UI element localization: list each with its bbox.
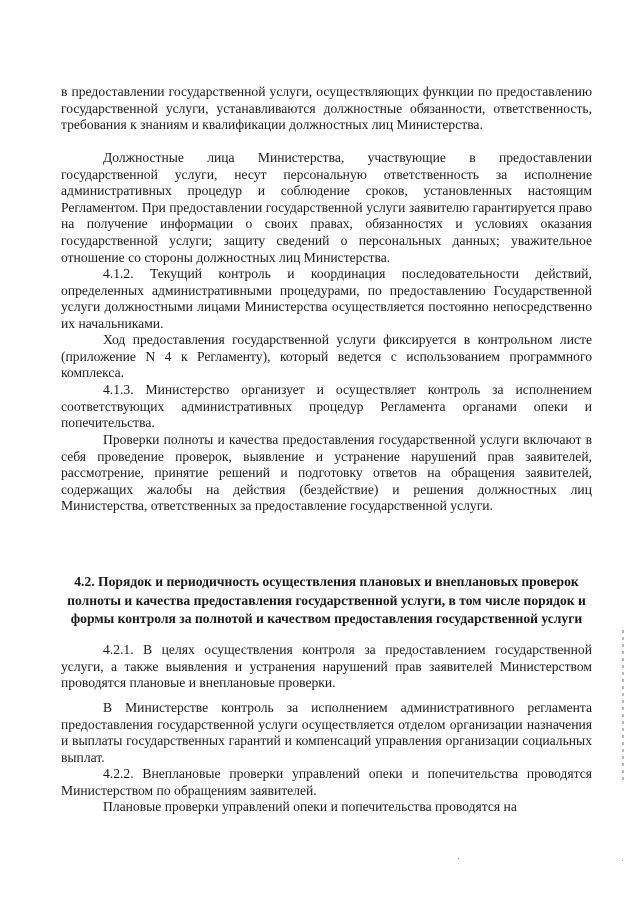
paragraph-inspections-scope: Проверки полноты и качества предоставления государственной услуги включают в себя проведение проверок, выявление и устранение нарушений прав заявителей, рассмотрение, принятие решений и подготовку ответов на обращения заявителей, содержащих жалобы на действия (бездействие) и решения должностных лиц Министерства, ответственных за предоставление государственной услуги.: [61, 432, 592, 514]
paragraph-4-2-2: 4.2.2. Внеплановые проверки управлений опеки и попечительства проводятся Министерством по обращениям заявителей.: [61, 766, 592, 798]
paragraph-officials-responsibility: Должностные лица Министерства, участвующие в предоставлении государственной услуги, несут персональную ответственность за исполнение административных процедур и соблюдение сроков, установленных настоящим Регламентом. При предоставлении государственной услуги заявителю гарантируется право на получение информации о своих правах, обязанностях и условиях оказания государственной услуги; защиту сведений о персональных данных; уважительное отношение со стороны должностных лиц Министерства.: [61, 150, 592, 265]
paragraph-4-1-2: 4.1.2. Текущий контроль и координация последовательности действий, определенных административными процедурами, по предоставлению Государственной услуги должностными лицами Министерства осуществляется постоянно непосредственно их начальниками.: [61, 266, 592, 331]
paragraph-control-sheet: Ход предоставления государственной услуги фиксируется в контрольном листе (приложение N 4 к Регламенту), который ведется с использованием программного комплекса.: [61, 332, 592, 381]
scan-speck: [622, 860, 623, 861]
paragraph-continuation: в предоставлении государственной услуги, осуществляющих функции по предоставлению государственной услуги, устанавливаются должностные обязанности, ответственность, требования к знаниям и квалификации должностных лиц Министерства.: [61, 84, 592, 133]
paragraph-4-2-1: 4.2.1. В целях осуществления контроля за предоставлением государственной услуги, а также выявления и устранения нарушений прав заявителей Министерством проводятся плановые и внеплановые проверки.: [61, 642, 592, 691]
paragraph-planned-inspections: Плановые проверки управлений опеки и попечительства проводятся на: [103, 799, 517, 814]
paragraph-ministry-control: В Министерстве контроль за исполнением административного регламента предоставления государственной услуги осуществляется отделом организации назначения и выплаты государственных гарантий и компенсаций управления организации социальных выплат.: [61, 700, 592, 765]
paragraph-4-1-3: 4.1.3. Министерство организует и осуществляет контроль за исполнением соответствующих административных процедур Регламента органами опеки и попечительства.: [61, 382, 592, 431]
scan-speck: [458, 858, 459, 859]
scan-margin-artifact: [622, 630, 624, 780]
section-heading-4-2: 4.2. Порядок и периодичность осуществления плановых и внеплановых проверок полноты и качества предоставления государственной услуги, в том числе порядок и формы контроля за полнотой и качеством предоставления государственной услуги: [67, 574, 586, 626]
